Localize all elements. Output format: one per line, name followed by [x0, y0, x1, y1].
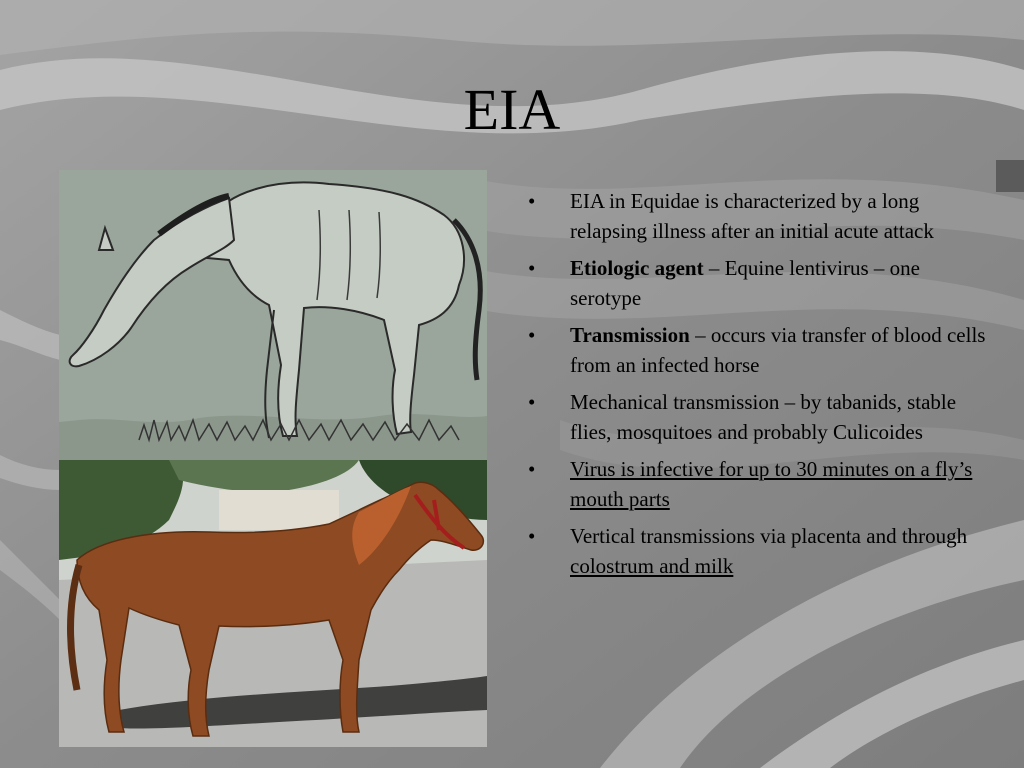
images-panel [59, 170, 487, 747]
horse-drawing-icon [59, 170, 487, 460]
bullet-marker: • [528, 524, 536, 548]
bullet-text: Mechanical transmission – by tabanids, stable flies, mosquitoes and probably Culicoides [570, 390, 957, 444]
bullet-item [528, 521, 988, 581]
bullet-marker: • [528, 189, 536, 213]
bullet-list [528, 186, 988, 588]
bullet-bold-text: Transmission [570, 323, 690, 347]
bullet-item [528, 320, 988, 380]
horse-drawing-image [59, 170, 487, 460]
bullet-text: – occurs via transfer of blood cells from an infected horse [570, 323, 986, 377]
bullet-text: Vertical transmissions via placenta and through [570, 524, 968, 548]
bullet-item [528, 186, 988, 246]
bullet-marker: • [528, 256, 536, 280]
bullet-bold-text: Etiologic agent [570, 256, 704, 280]
horse-photo-icon [59, 460, 487, 747]
bullet-marker: • [528, 457, 536, 481]
bullet-underlined-text: Virus is infective for up to 30 minutes on a fly’s mouth parts [570, 457, 973, 511]
bullet-marker: • [528, 390, 536, 414]
horse-photo-image [59, 460, 487, 747]
bullet-marker: • [528, 323, 536, 347]
bullet-item [528, 387, 988, 447]
bullet-text: EIA in Equidae is characterized by a long relapsing illness after an initial acute attack [570, 189, 934, 243]
bullet-item [528, 454, 988, 514]
bullet-text: – Equine lentivirus – one serotype [570, 256, 920, 310]
bullet-item [528, 253, 988, 313]
slide-title: EIA [463, 77, 561, 142]
bullet-underlined-text: colostrum and milk [570, 554, 734, 578]
